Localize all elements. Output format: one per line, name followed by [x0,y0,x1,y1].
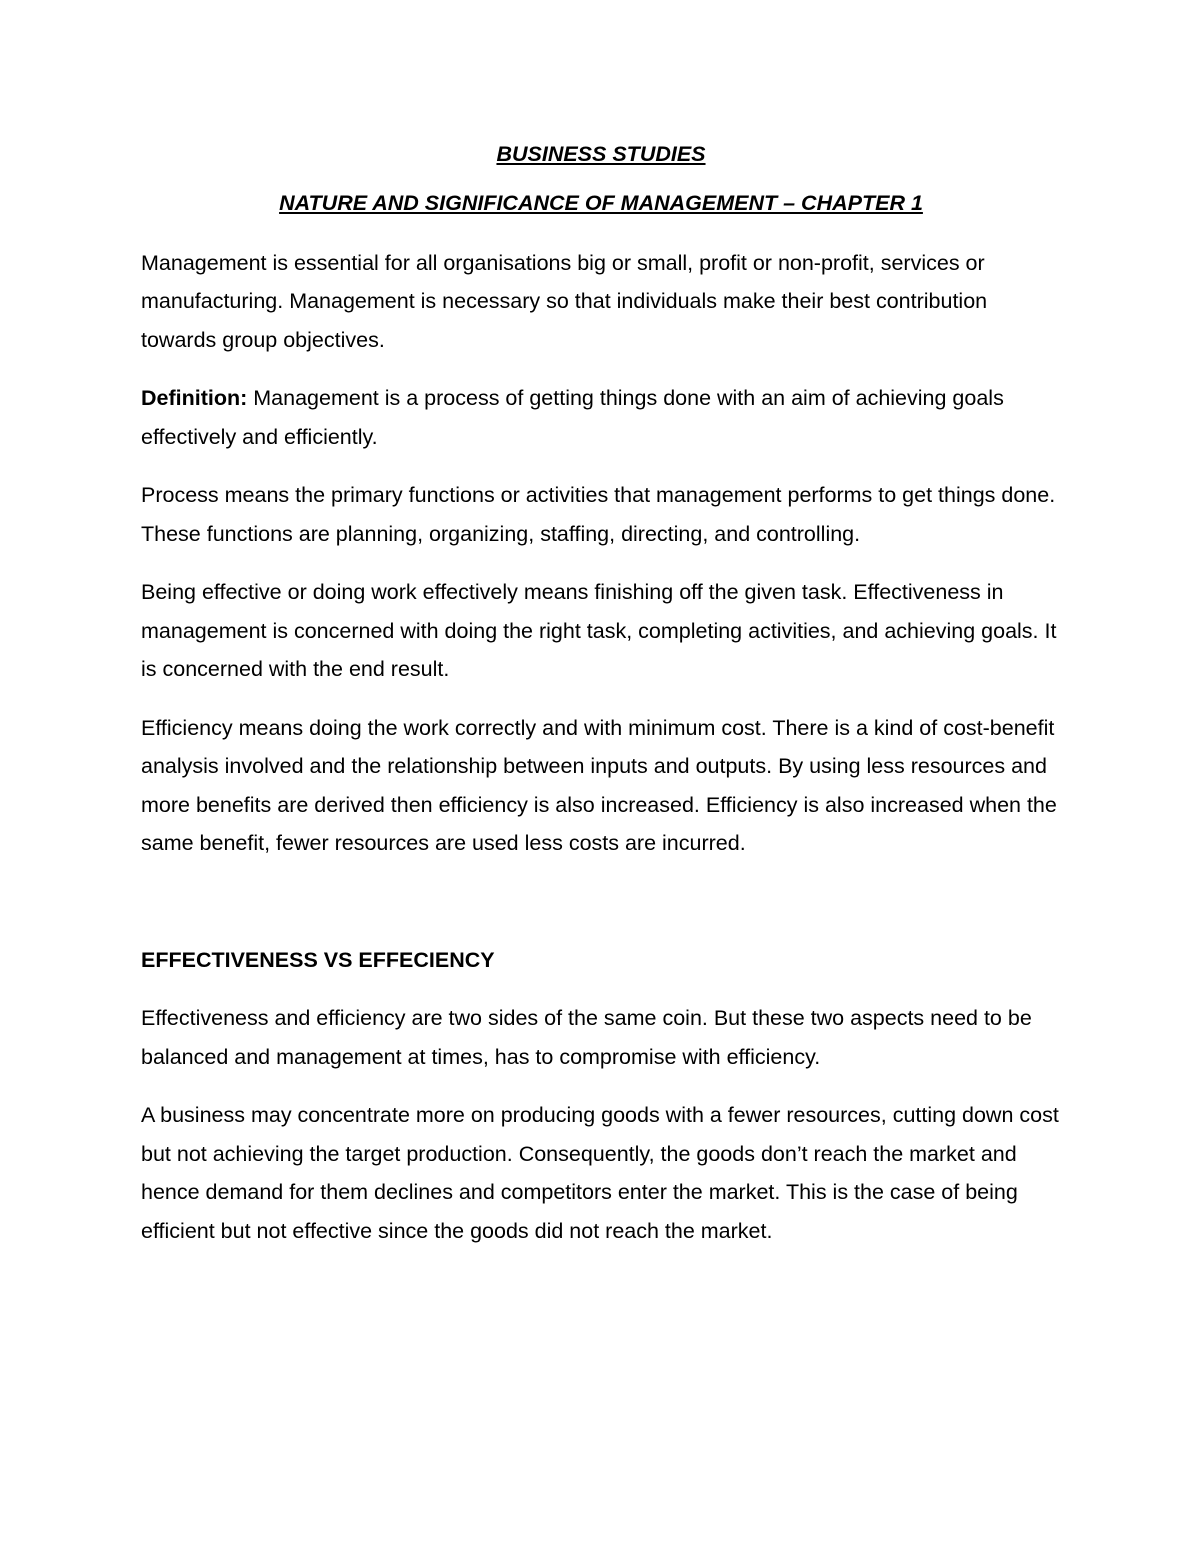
example-paragraph: A business may concentrate more on producing goods with a fewer resources, cutting down cost but not achieving the target production. Consequently, the goods don’t reach the market and hence demand for them declines and competitors enter the market. This is the case of being efficient but not effective since the goods did not reach the market. [141,1103,1059,1243]
definition-paragraph [141,379,1061,456]
chapter-title: NATURE AND SIGNIFICANCE OF MANAGEMENT – CHAPTER 1 [279,190,923,215]
intro-paragraph: Management is essential for all organisations big or small, profit or non-profit, services or manufacturing. Management is necessary so that individuals make their best contribution towards group objectives. [141,250,988,352]
definition-label: Definition: [141,386,248,411]
document-title: BUSINESS STUDIES [496,142,706,166]
process-paragraph: Process means the primary functions or activities that management performs to get things done. These functions are planning, organizing, staffing, directing, and controlling. [141,483,1056,546]
effectiveness-paragraph: Being effective or doing work effectively means finishing off the given task. Effectiveness in management is concerned with doing the right task, completing activities, and achieving goals. It is concerned with the end result. [141,580,1057,682]
efficiency-paragraph: Efficiency means doing the work correctly and with minimum cost. There is a kind of cost-benefit analysis involved and the relationship between inputs and outputs. By using less resources and more benefits are derived then efficiency is also increased. Efficiency is also increased when the same benefit, fewer resources are used less costs are incurred. [141,715,1057,856]
definition-text: Management is a process of getting things done with an aim of achieving goals effectively and efficiently. [141,386,1004,449]
section-heading: EFFECTIVENESS VS EFFECIENCY [141,947,495,972]
document-body [141,142,1061,1270]
comparison-paragraph: Effectiveness and efficiency are two sides of the same coin. But these two aspects need to be balanced and management at times, has to compromise with efficiency. [141,1006,1032,1069]
